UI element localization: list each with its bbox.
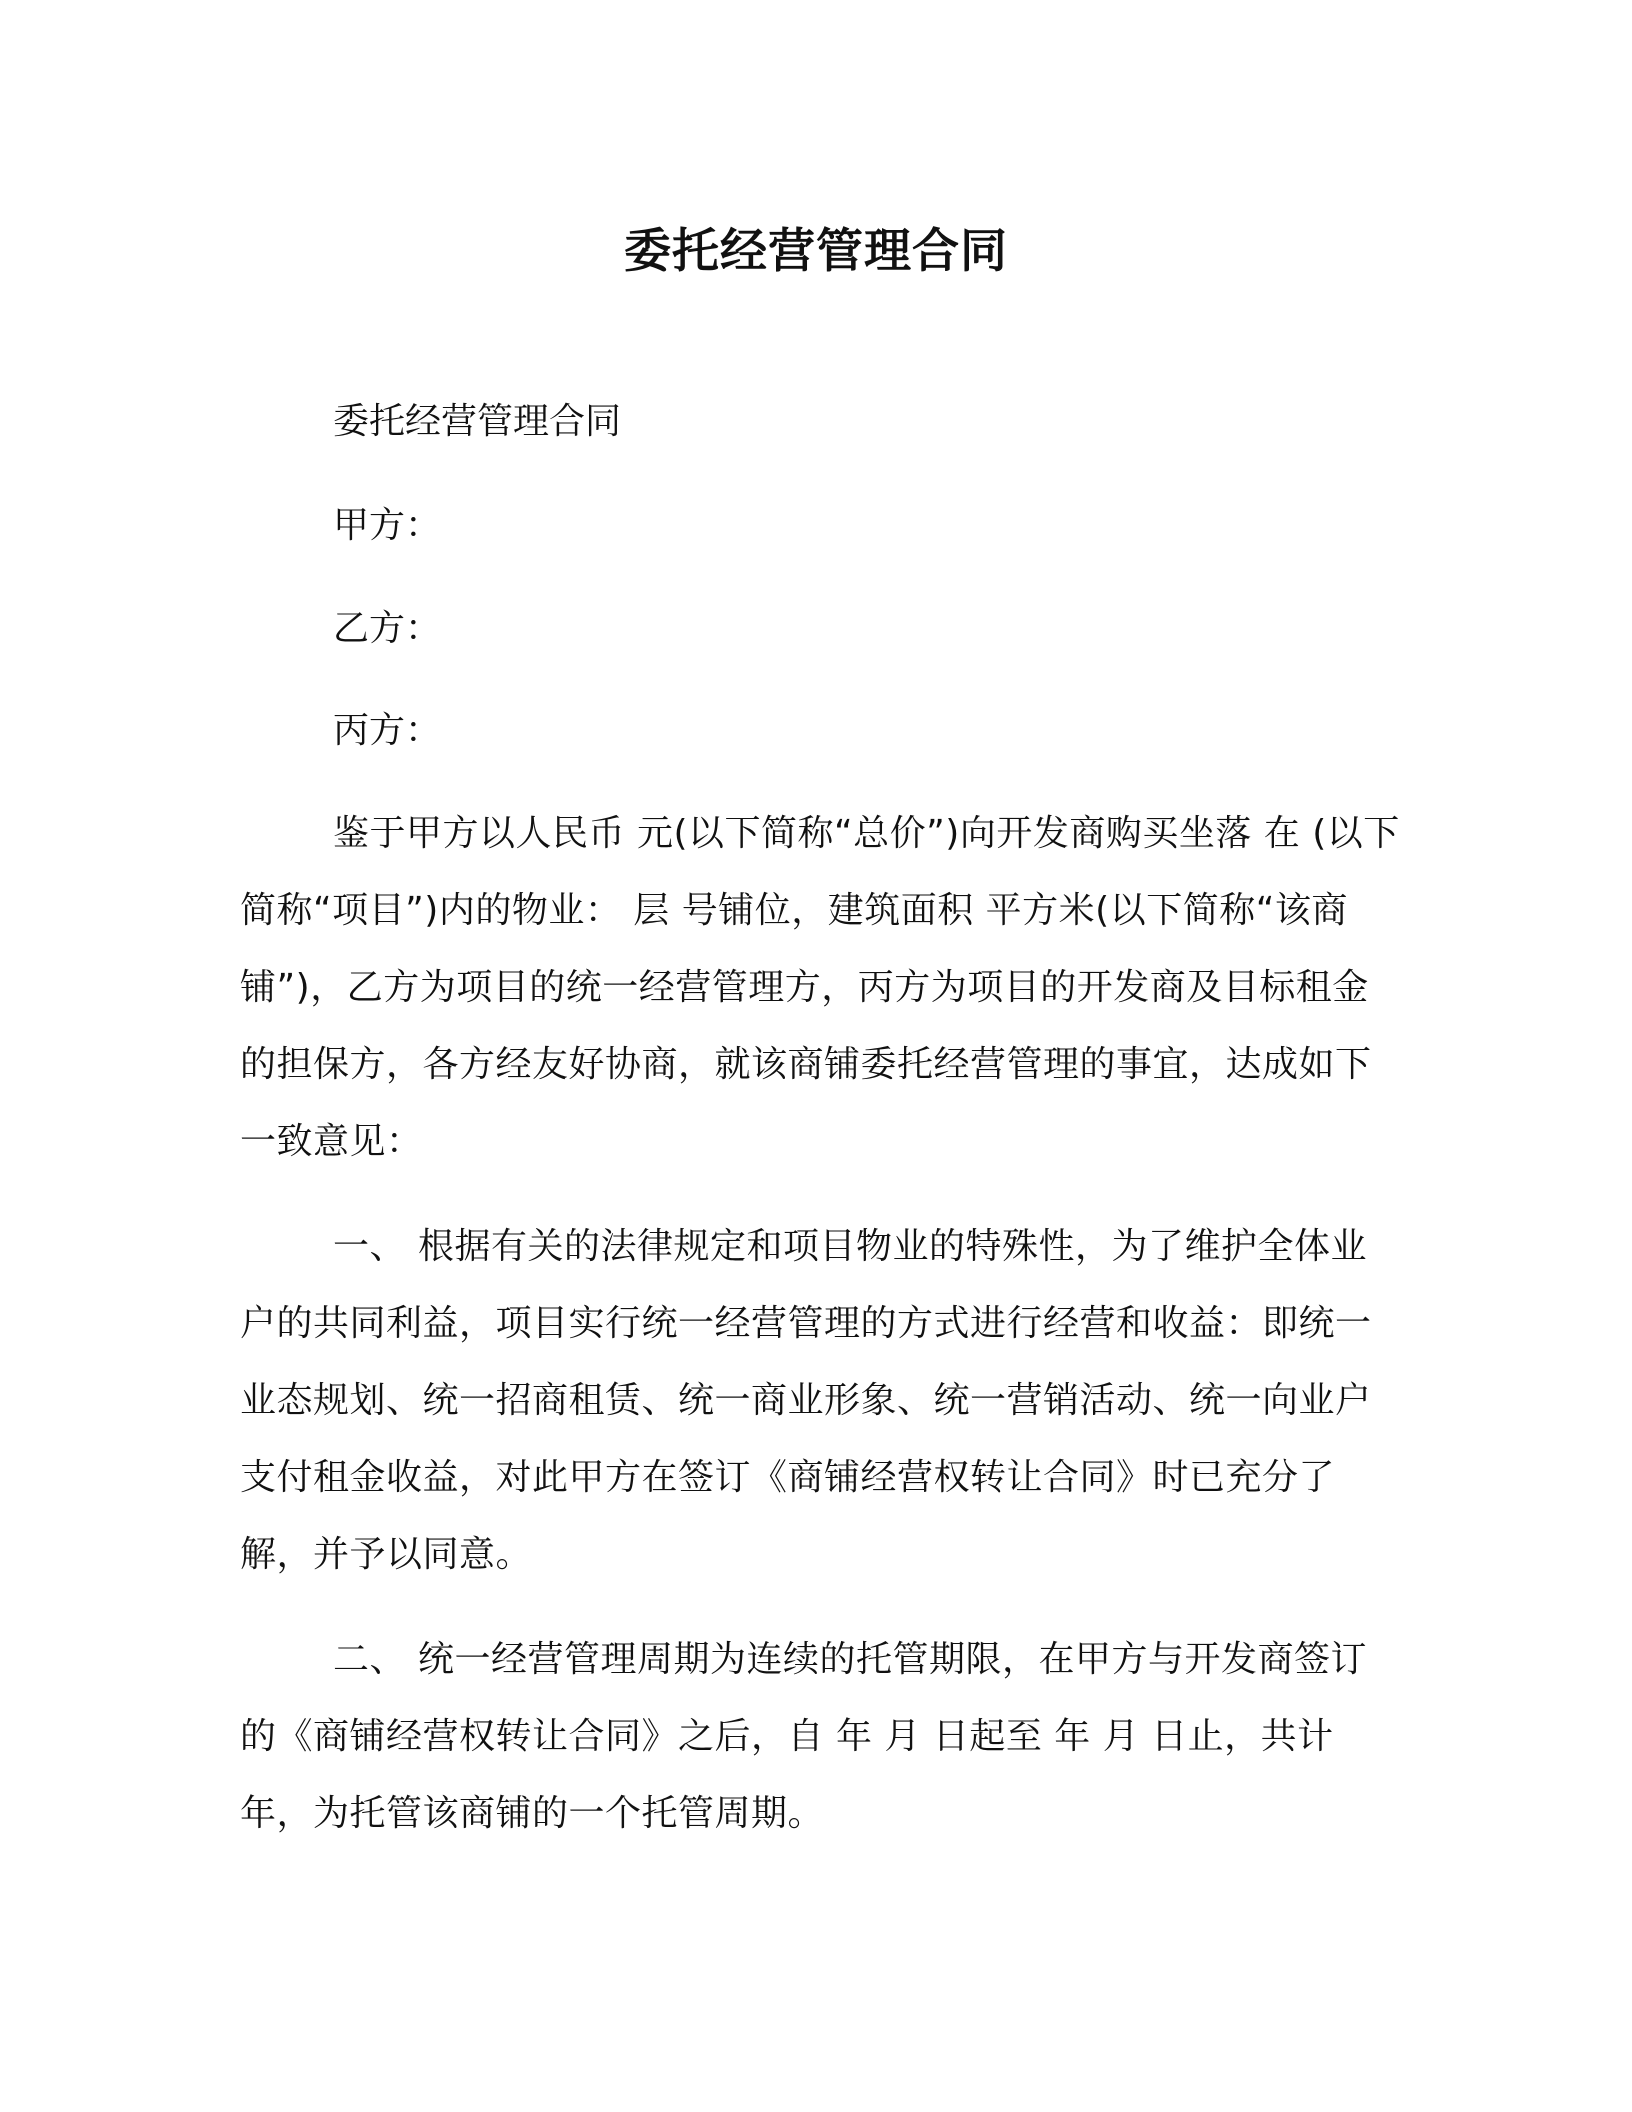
party-a-label: 甲方： — [333, 505, 442, 546]
clause-one-paragraph: 一、 根据有关的法律规定和项目物业的特殊性，为了维护全体业户的共同利益，项目实行统一经营管理的方式进行经营和收益：即统一业态规划、统一招商租赁、统一商业形象、统一营销活动、统一向业户支付租金收益，对此甲方在签订《商铺经营权转让合同》时已充分了解，并予以同意。 — [240, 1226, 1372, 1575]
party-c-label: 丙方： — [333, 710, 442, 751]
document-subtitle: 委托经营管理合同 — [333, 401, 622, 442]
document-title: 委托经营管理合同 — [624, 224, 1008, 279]
clause-two-paragraph: 二、 统一经营管理周期为连续的托管期限，在甲方与开发商签订的《商铺经营权转让合同》之后，自 年 月 日起至 年 月 日止，共计 年，为托管该商铺的一个托管周期。 — [240, 1639, 1367, 1834]
party-b-label: 乙方： — [333, 608, 442, 649]
preamble-paragraph: 鉴于甲方以人民币 元(以下简称“总价”)向开发商购买坐落 在 (以下简称“项目”)内的物业： 层 号铺位，建筑面积 平方米(以下简称“该商铺”)，乙方为项目的统一经营管理方，丙方为项目的开发商及目标租金的担保方，各方经友好协商，就该商铺委托经营管理的事宜，达成如下一致意见： — [240, 813, 1400, 1162]
